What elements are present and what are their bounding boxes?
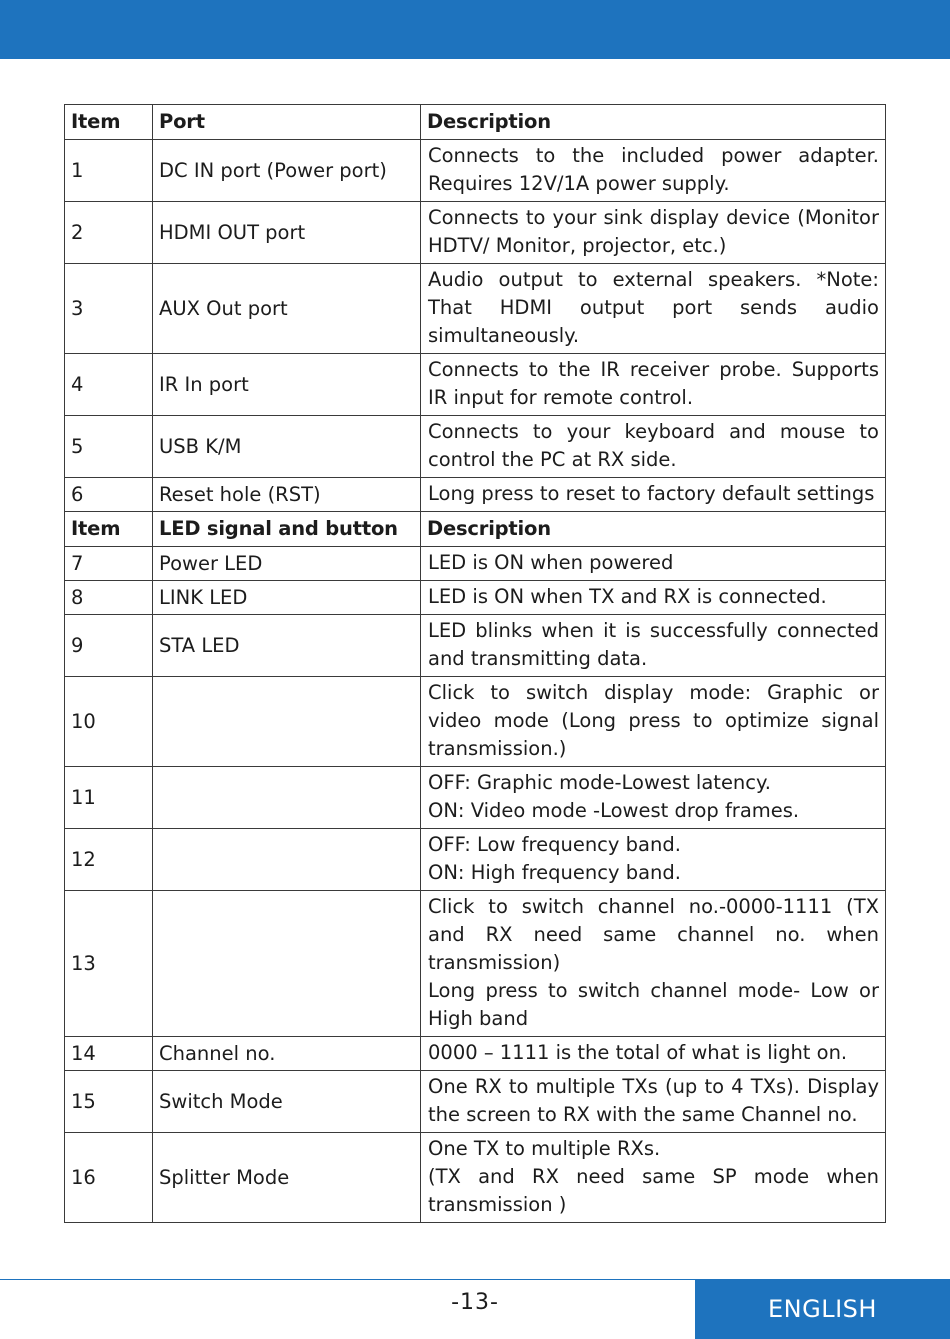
row-item: 12 (65, 829, 153, 891)
row-name (153, 767, 421, 829)
table-row (65, 1037, 886, 1071)
description-line: Click to switch display mode: Graphic or video mode (Long press to optimize signal transmission.) (428, 681, 879, 760)
row-item: 9 (65, 615, 153, 677)
row-item: 13 (65, 891, 153, 1037)
description-line: Long press to switch channel mode- Low or High band (428, 979, 879, 1030)
header-item: Item (65, 512, 153, 547)
row-description (421, 1071, 886, 1133)
table-row (65, 1071, 886, 1133)
table-row (65, 615, 886, 677)
row-description (421, 581, 886, 615)
header-description: Description (421, 105, 886, 140)
row-description (421, 547, 886, 581)
description-line: LED blinks when it is successfully connected and transmitting data. (428, 619, 879, 670)
row-item: 3 (65, 264, 153, 354)
row-description (421, 202, 886, 264)
row-item: 7 (65, 547, 153, 581)
description-line: Connects to the included power adapter. Requires 12V/1A power supply. (428, 144, 879, 195)
port-description-table (64, 104, 886, 1223)
table-header-row (65, 105, 886, 140)
table-row (65, 264, 886, 354)
description-line: LED is ON when powered (428, 551, 674, 574)
spec-table-container (64, 104, 885, 1223)
language-tab: ENGLISH (695, 1279, 950, 1339)
row-name (153, 891, 421, 1037)
row-name: Channel no. (153, 1037, 421, 1071)
description-line: Audio output to external speakers. *Note: That HDMI output port sends audio simultaneously. (428, 268, 879, 347)
row-item: 6 (65, 478, 153, 512)
table-row (65, 547, 886, 581)
row-item: 8 (65, 581, 153, 615)
header-bar (0, 0, 950, 59)
header-description: Description (421, 512, 886, 547)
row-item: 5 (65, 416, 153, 478)
row-description (421, 1133, 886, 1223)
row-name: LINK LED (153, 581, 421, 615)
table-row (65, 829, 886, 891)
row-name: Switch Mode (153, 1071, 421, 1133)
row-item: 1 (65, 140, 153, 202)
description-line: (TX and RX need same SP mode when transmission ) (428, 1165, 879, 1216)
description-line: ON: High frequency band. (428, 861, 681, 884)
footer-rule (0, 1279, 695, 1280)
row-name: AUX Out port (153, 264, 421, 354)
row-name: DC IN port (Power port) (153, 140, 421, 202)
row-item: 4 (65, 354, 153, 416)
row-item: 14 (65, 1037, 153, 1071)
row-description (421, 264, 886, 354)
description-line: OFF: Low frequency band. (428, 833, 681, 856)
description-line: Click to switch channel no.-0000-1111 (TX and RX need same channel no. when transmission) (428, 895, 879, 974)
table-header-row (65, 512, 886, 547)
header-name: LED signal and button (153, 512, 421, 547)
row-name: IR In port (153, 354, 421, 416)
table-row (65, 202, 886, 264)
description-line: Connects to the IR receiver probe. Supports IR input for remote control. (428, 358, 879, 409)
row-description (421, 354, 886, 416)
description-line: Connects to your sink display device (Monitor HDTV/ Monitor, projector, etc.) (428, 206, 879, 257)
table-row (65, 416, 886, 478)
row-description (421, 478, 886, 512)
description-line: LED is ON when TX and RX is connected. (428, 585, 827, 608)
table-row (65, 677, 886, 767)
row-description (421, 677, 886, 767)
row-description (421, 891, 886, 1037)
row-description (421, 1037, 886, 1071)
page-number: -13- (451, 1290, 499, 1315)
row-name: HDMI OUT port (153, 202, 421, 264)
description-line: One RX to multiple TXs (up to 4 TXs). Display the screen to RX with the same Channel no. (428, 1075, 879, 1126)
description-line: Connects to your keyboard and mouse to control the PC at RX side. (428, 420, 879, 471)
row-item: 10 (65, 677, 153, 767)
description-line: OFF: Graphic mode-Lowest latency. (428, 771, 771, 794)
row-name: Splitter Mode (153, 1133, 421, 1223)
description-line: Long press to reset to factory default settings (428, 482, 875, 505)
row-item: 15 (65, 1071, 153, 1133)
row-description (421, 615, 886, 677)
row-name: USB K/M (153, 416, 421, 478)
row-name (153, 829, 421, 891)
header-item: Item (65, 105, 153, 140)
table-row (65, 354, 886, 416)
table-row (65, 140, 886, 202)
description-line: One TX to multiple RXs. (428, 1137, 661, 1160)
row-name: STA LED (153, 615, 421, 677)
description-line: 0000 – 1111 is the total of what is light on. (428, 1041, 848, 1064)
row-name: Reset hole (RST) (153, 478, 421, 512)
table-row (65, 767, 886, 829)
row-item: 16 (65, 1133, 153, 1223)
row-item: 11 (65, 767, 153, 829)
row-description (421, 829, 886, 891)
row-name (153, 677, 421, 767)
row-description (421, 767, 886, 829)
table-row (65, 891, 886, 1037)
table-row (65, 1133, 886, 1223)
header-name: Port (153, 105, 421, 140)
row-description (421, 140, 886, 202)
row-description (421, 416, 886, 478)
description-line: ON: Video mode -Lowest drop frames. (428, 799, 800, 822)
row-name: Power LED (153, 547, 421, 581)
table-row (65, 478, 886, 512)
table-row (65, 581, 886, 615)
row-item: 2 (65, 202, 153, 264)
